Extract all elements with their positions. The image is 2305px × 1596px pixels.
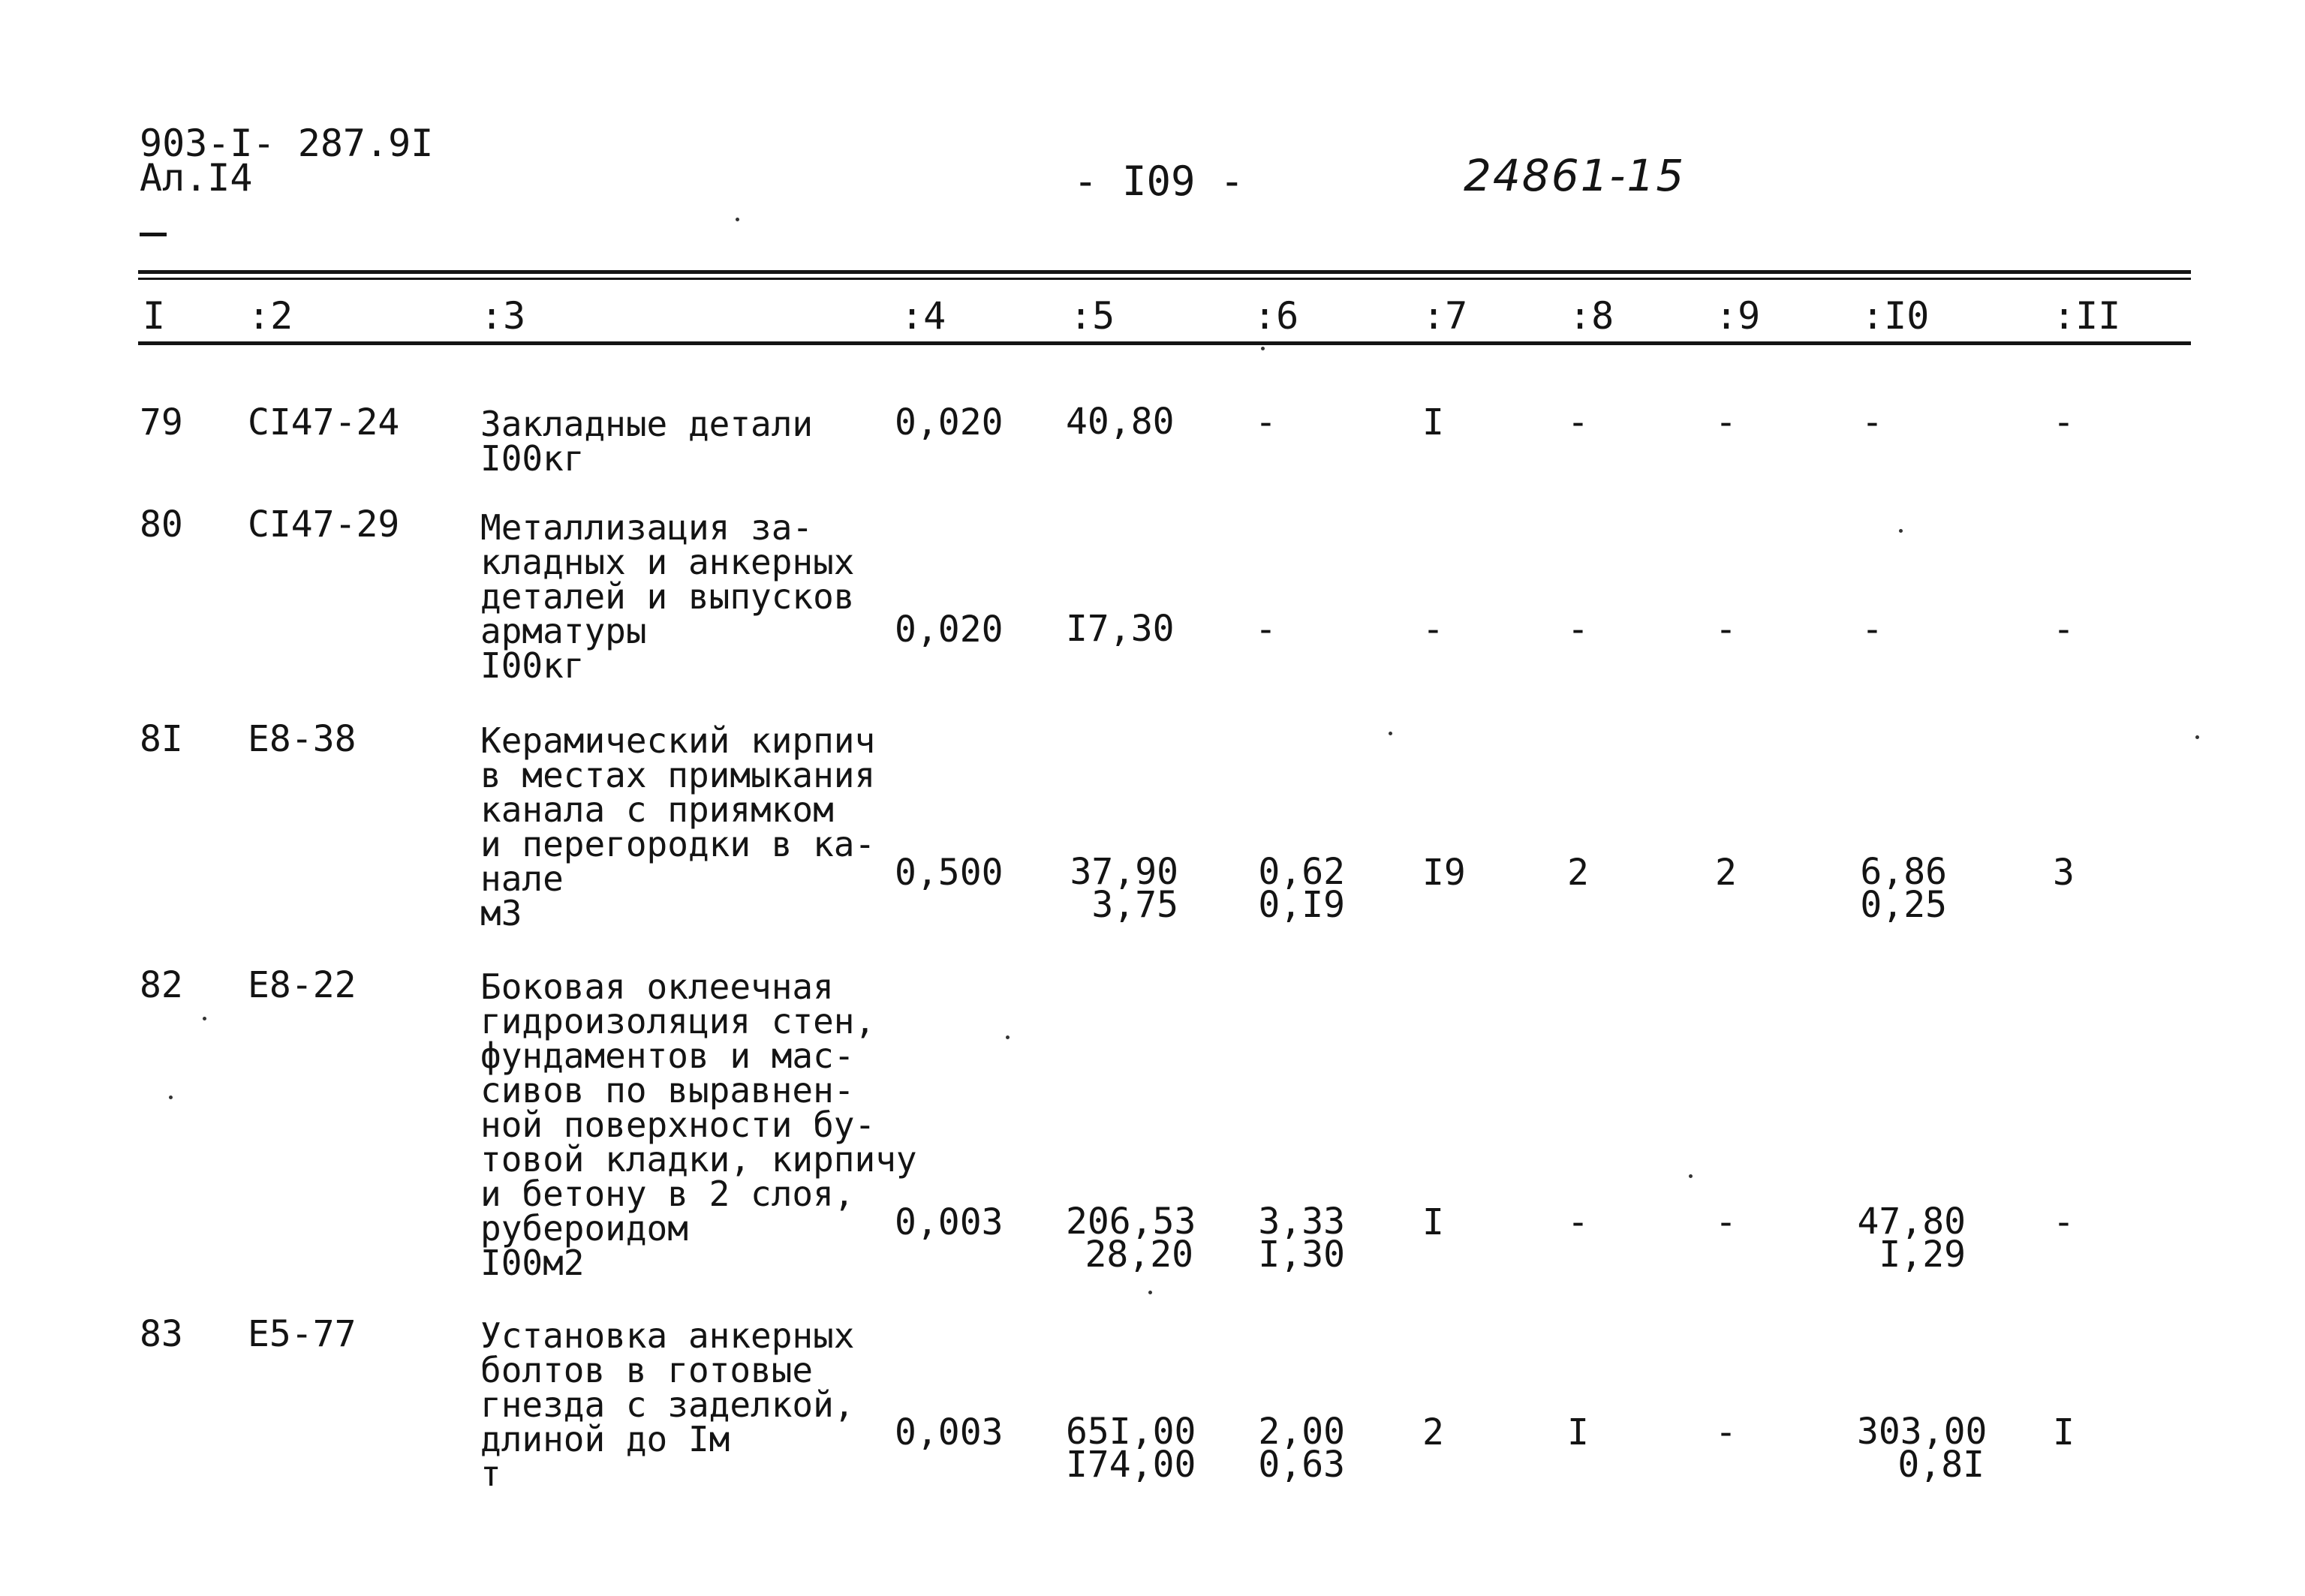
row-code: CI47-29 (248, 503, 400, 546)
row-col7: 2 (1422, 1411, 1444, 1453)
row-col9: - (1715, 1411, 1737, 1453)
scan-speck (736, 218, 739, 221)
scan-speck (169, 1096, 173, 1099)
row-description: Закладные детали I00кг (480, 404, 814, 479)
scan-speck (1689, 1174, 1693, 1178)
row-col10: - (1861, 401, 1883, 443)
sheet-number: Ал.I4 (140, 156, 253, 200)
row-col6-upper: 2,00 (1258, 1411, 1345, 1453)
row-description: Металлизация за- кладных и анкерных деталей и выпусков арматуры I00кг (480, 507, 855, 686)
row-col7: I (1422, 401, 1444, 443)
column-header-4: :4 (901, 294, 946, 338)
column-header-2: :2 (248, 294, 293, 338)
row-col5 (1066, 401, 1175, 443)
row-col6 (1255, 1411, 1345, 1486)
row-col7: I9 (1422, 852, 1466, 894)
row-col6 (1255, 1201, 1345, 1276)
row-col7: - (1422, 609, 1444, 651)
row-col5-upper: 40,80 (1066, 401, 1175, 443)
row-coefficient: 0,003 (895, 1411, 1004, 1453)
row-code: E8-22 (248, 964, 357, 1006)
row-col5 (1066, 851, 1178, 926)
row-coefficient: 0,003 (895, 1201, 1004, 1243)
row-col6: - (1255, 401, 1277, 443)
row-col11: - (2053, 609, 2075, 651)
row-description: Боковая оклеечная гидроизоляция стен, фундаментов и мас- сивов по выравнен- ной поверхности бу- товой кладки, кирпичу и бетону в 2 слоя, рубероидом I00м2 (480, 966, 917, 1283)
row-col5-lower: 3,75 (1091, 884, 1178, 926)
table-top-rule-second (138, 278, 2191, 280)
row-col10 (1857, 1411, 1988, 1486)
row-col5-upper: I7,30 (1066, 608, 1175, 650)
row-col10-lower: I,29 (1879, 1234, 1966, 1276)
column-header-3: :3 (480, 294, 526, 338)
row-number: 80 (140, 503, 183, 546)
scan-speck (1148, 1291, 1152, 1294)
row-col5 (1066, 608, 1175, 650)
row-col8: - (1567, 609, 1589, 651)
row-col8: I (1567, 1411, 1589, 1453)
column-header-9: :9 (1715, 294, 1761, 338)
row-code: CI47-24 (248, 401, 400, 443)
column-header-7: :7 (1422, 294, 1468, 338)
row-col6 (1255, 851, 1345, 926)
scan-speck (1006, 1035, 1010, 1039)
row-col6-lower: 0,I9 (1258, 884, 1345, 926)
column-header-5: :5 (1070, 294, 1115, 338)
column-header-10: :I0 (1861, 294, 1930, 338)
row-number: 83 (140, 1313, 183, 1355)
scan-speck (1389, 732, 1392, 735)
column-header-11: :II (2053, 294, 2121, 338)
row-code: E8-38 (248, 718, 357, 760)
document-code: 903-I- 287.9I (140, 122, 434, 165)
row-col11: - (2053, 401, 2075, 443)
scan-speck (2195, 735, 2199, 739)
row-col10-upper: 47,80 (1857, 1201, 1966, 1243)
row-col5 (1066, 1411, 1196, 1486)
header-bottom-rule (138, 341, 2191, 345)
scan-speck (203, 1017, 206, 1020)
row-col5-lower: 28,20 (1085, 1234, 1193, 1276)
row-col11: - (2053, 1201, 2075, 1243)
row-number: 79 (140, 401, 183, 443)
row-col10 (1857, 1201, 1966, 1276)
row-coefficient: 0,020 (895, 609, 1004, 651)
column-header-8: :8 (1569, 294, 1614, 338)
column-header-6: :6 (1253, 294, 1299, 338)
row-number: 82 (140, 964, 183, 1006)
row-col10-upper: 303,00 (1857, 1411, 1988, 1453)
scan-speck (1261, 347, 1265, 350)
row-description: Установка анкерных болтов в готовые гнезда с заделкой, длиной до Iм т (480, 1315, 855, 1494)
row-col5-lower: I74,00 (1066, 1444, 1196, 1486)
row-col10-lower: 0,8I (1897, 1444, 1985, 1486)
header-dash (140, 233, 167, 236)
row-col6-lower: I,30 (1258, 1234, 1345, 1276)
scan-speck (1899, 529, 1903, 533)
row-description: Керамический кирпич в местах примыкания канала с приямком и перегородки в ка- нале м3 (480, 720, 876, 933)
row-col5 (1066, 1201, 1196, 1276)
row-col6: - (1255, 609, 1277, 651)
row-coefficient: 0,500 (895, 852, 1004, 894)
page-number: - I09 - (1073, 158, 1244, 205)
row-col6-lower: 0,63 (1258, 1444, 1345, 1486)
row-col8: - (1567, 401, 1589, 443)
table-top-rule (138, 270, 2191, 274)
handwritten-reference: 24861-15 (1464, 150, 1686, 201)
row-code: E5-77 (248, 1313, 357, 1355)
row-col10 (1857, 851, 1947, 926)
row-col10: - (1861, 609, 1883, 651)
row-col8: - (1567, 1201, 1589, 1243)
row-col5-upper: 37,90 (1070, 851, 1178, 893)
row-col10-upper: 6,86 (1860, 851, 1947, 893)
row-coefficient: 0,020 (895, 401, 1004, 443)
row-col6-upper: 3,33 (1258, 1201, 1345, 1243)
row-col7: I (1422, 1201, 1444, 1243)
row-col5-upper: 206,53 (1066, 1201, 1196, 1243)
row-col5-upper: 65I,00 (1066, 1411, 1196, 1453)
row-col9: 2 (1715, 852, 1737, 894)
row-col6-upper: 0,62 (1258, 851, 1345, 893)
row-col9: - (1715, 401, 1737, 443)
row-col9: - (1715, 609, 1737, 651)
row-col11: I (2053, 1411, 2075, 1453)
row-col8: 2 (1567, 852, 1589, 894)
row-number: 8I (140, 718, 183, 760)
row-col10-lower: 0,25 (1860, 884, 1947, 926)
row-col9: - (1715, 1201, 1737, 1243)
row-col11: 3 (2053, 852, 2075, 894)
column-header-1: I (143, 294, 166, 338)
